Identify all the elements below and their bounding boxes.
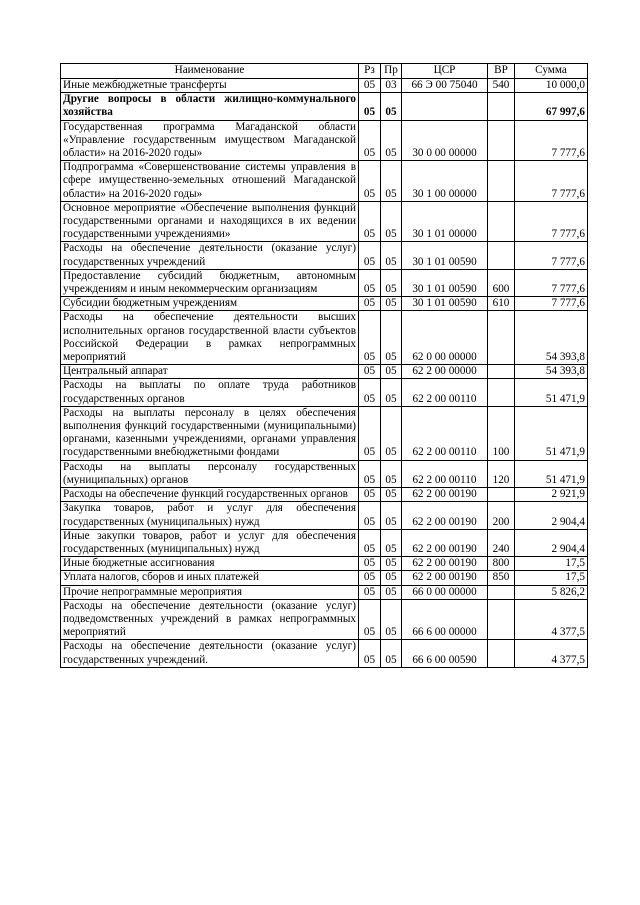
row-pr: 05 <box>381 120 402 161</box>
table-row <box>61 585 588 599</box>
row-pr: 05 <box>381 557 402 571</box>
row-pr: 05 <box>381 571 402 585</box>
table-row <box>61 242 588 269</box>
row-sum: 54 393,8 <box>515 311 588 365</box>
row-sum: 51 471,9 <box>515 460 588 487</box>
row-rz: 05 <box>359 557 381 571</box>
header-name: Наименование <box>61 64 359 79</box>
table-row <box>61 379 588 406</box>
row-vr: 240 <box>488 529 515 556</box>
row-name: Расходы на обеспечение деятельности (оказание услуг) подведомственных учреждений в рамках непрограммных мероприятий <box>61 599 359 640</box>
row-sum: 51 471,9 <box>515 406 588 460</box>
row-name: Прочие непрограммные мероприятия <box>61 585 359 599</box>
table-row <box>61 93 588 120</box>
table-row <box>61 201 588 242</box>
row-pr: 05 <box>381 269 402 296</box>
row-pr: 03 <box>381 79 402 93</box>
table-row <box>61 161 588 202</box>
row-csr: 62 2 00 00000 <box>402 365 488 379</box>
row-name: Иные закупки товаров, работ и услуг для обеспечения государственных (муниципальных) нужд <box>61 529 359 556</box>
row-sum: 10 000,0 <box>515 79 588 93</box>
header-rz: Рз <box>359 64 381 79</box>
table-row <box>61 311 588 365</box>
row-pr: 05 <box>381 93 402 120</box>
row-vr: 600 <box>488 269 515 296</box>
row-vr: 610 <box>488 297 515 311</box>
row-sum: 17,5 <box>515 557 588 571</box>
row-sum: 7 777,6 <box>515 297 588 311</box>
row-rz: 05 <box>359 161 381 202</box>
row-name: Расходы на выплаты персоналу в целях обеспечения выполнения функций государственными (муниципальными) органами, казенными учреждениями, органами управления государственными внебюджетными фондами <box>61 406 359 460</box>
row-name: Иные бюджетные ассигнования <box>61 557 359 571</box>
row-rz: 05 <box>359 269 381 296</box>
row-sum: 4 377,5 <box>515 640 588 667</box>
table-row <box>61 406 588 460</box>
row-rz: 05 <box>359 460 381 487</box>
row-rz: 05 <box>359 93 381 120</box>
row-sum: 4 377,5 <box>515 599 588 640</box>
table-row <box>61 460 588 487</box>
row-csr: 30 1 01 00590 <box>402 242 488 269</box>
row-name: Расходы на выплаты персоналу государственных (муниципальных) органов <box>61 460 359 487</box>
row-name: Предоставление субсидий бюджетным, автономным учреждениям и иным некоммерческим организациям <box>61 269 359 296</box>
row-name: Субсидии бюджетным учреждениям <box>61 297 359 311</box>
row-sum: 7 777,6 <box>515 242 588 269</box>
row-pr: 05 <box>381 242 402 269</box>
table-row <box>61 571 588 585</box>
table-body <box>61 79 588 668</box>
row-pr: 05 <box>381 311 402 365</box>
row-csr <box>402 93 488 120</box>
row-vr <box>488 599 515 640</box>
row-sum: 54 393,8 <box>515 365 588 379</box>
table-row <box>61 488 588 502</box>
table-header-row <box>61 64 588 79</box>
row-vr <box>488 93 515 120</box>
row-rz: 05 <box>359 571 381 585</box>
row-vr: 800 <box>488 557 515 571</box>
row-sum: 67 997,6 <box>515 93 588 120</box>
row-vr: 540 <box>488 79 515 93</box>
row-vr: 100 <box>488 406 515 460</box>
row-csr: 30 1 01 00000 <box>402 201 488 242</box>
row-vr <box>488 242 515 269</box>
row-name: Государственная программа Магаданской области «Управление государственным имуществом Магаданской области» на 2016-2020 годы» <box>61 120 359 161</box>
row-csr: 66 6 00 00000 <box>402 599 488 640</box>
row-vr <box>488 488 515 502</box>
row-csr: 30 1 00 00000 <box>402 161 488 202</box>
table-row <box>61 599 588 640</box>
row-sum: 2 904,4 <box>515 502 588 529</box>
row-pr: 05 <box>381 379 402 406</box>
table-row <box>61 529 588 556</box>
row-vr <box>488 161 515 202</box>
row-rz: 05 <box>359 599 381 640</box>
row-rz: 05 <box>359 120 381 161</box>
table-row <box>61 120 588 161</box>
row-name: Расходы на обеспечение деятельности (оказание услуг) государственных учреждений. <box>61 640 359 667</box>
row-sum: 2 904,4 <box>515 529 588 556</box>
row-sum: 51 471,9 <box>515 379 588 406</box>
row-pr: 05 <box>381 599 402 640</box>
row-pr: 05 <box>381 640 402 667</box>
row-csr: 62 2 00 00110 <box>402 379 488 406</box>
row-rz: 05 <box>359 311 381 365</box>
header-vr: ВР <box>488 64 515 79</box>
budget-table <box>60 63 588 668</box>
row-pr: 05 <box>381 502 402 529</box>
row-rz: 05 <box>359 529 381 556</box>
row-csr: 62 2 00 00190 <box>402 529 488 556</box>
row-csr: 66 0 00 00000 <box>402 585 488 599</box>
row-rz: 05 <box>359 297 381 311</box>
row-sum: 7 777,6 <box>515 161 588 202</box>
header-pr: Пр <box>381 64 402 79</box>
row-vr <box>488 120 515 161</box>
row-pr: 05 <box>381 460 402 487</box>
row-rz: 05 <box>359 242 381 269</box>
row-vr: 120 <box>488 460 515 487</box>
row-csr: 66 6 00 00590 <box>402 640 488 667</box>
row-vr <box>488 585 515 599</box>
row-rz: 05 <box>359 585 381 599</box>
row-pr: 05 <box>381 297 402 311</box>
row-name: Закупка товаров, работ и услуг для обеспечения государственных (муниципальных) нужд <box>61 502 359 529</box>
row-name: Уплата налогов, сборов и иных платежей <box>61 571 359 585</box>
row-name: Расходы на выплаты по оплате труда работников государственных органов <box>61 379 359 406</box>
row-csr: 62 2 00 00190 <box>402 488 488 502</box>
row-csr: 62 2 00 00190 <box>402 502 488 529</box>
row-csr: 66 Э 00 75040 <box>402 79 488 93</box>
row-vr <box>488 311 515 365</box>
row-name: Подпрограмма «Совершенствование системы управления в сфере имущественно-земельных отношений Магаданской области» на 2016-2020 годы» <box>61 161 359 202</box>
row-pr: 05 <box>381 585 402 599</box>
table-row <box>61 269 588 296</box>
row-name: Основное мероприятие «Обеспечение выполнения функций государственными органами и находящихся в их ведении государственными учреждениями» <box>61 201 359 242</box>
row-pr: 05 <box>381 529 402 556</box>
row-rz: 05 <box>359 502 381 529</box>
row-rz: 05 <box>359 640 381 667</box>
row-rz: 05 <box>359 365 381 379</box>
document-page <box>60 63 587 668</box>
row-vr: 850 <box>488 571 515 585</box>
row-vr <box>488 201 515 242</box>
row-rz: 05 <box>359 201 381 242</box>
row-vr <box>488 365 515 379</box>
row-csr: 62 2 00 00110 <box>402 460 488 487</box>
row-sum: 17,5 <box>515 571 588 585</box>
row-vr: 200 <box>488 502 515 529</box>
row-vr <box>488 379 515 406</box>
row-csr: 30 0 00 00000 <box>402 120 488 161</box>
table-row <box>61 502 588 529</box>
row-name: Расходы на обеспечение деятельности (оказание услуг) государственных учреждений <box>61 242 359 269</box>
row-csr: 62 2 00 00190 <box>402 571 488 585</box>
row-sum: 7 777,6 <box>515 269 588 296</box>
row-name: Центральный аппарат <box>61 365 359 379</box>
row-name: Расходы на обеспечение деятельности высших исполнительных органов государственной власти субъектов Российской Федерации в рамках непрограммных мероприятий <box>61 311 359 365</box>
row-csr: 62 2 00 00110 <box>402 406 488 460</box>
table-row <box>61 557 588 571</box>
table-row <box>61 297 588 311</box>
row-pr: 05 <box>381 406 402 460</box>
header-csr: ЦСР <box>402 64 488 79</box>
row-pr: 05 <box>381 161 402 202</box>
row-csr: 30 1 01 00590 <box>402 297 488 311</box>
row-name: Расходы на обеспечение функций государственных органов <box>61 488 359 502</box>
row-sum: 7 777,6 <box>515 201 588 242</box>
row-pr: 05 <box>381 201 402 242</box>
row-sum: 2 921,9 <box>515 488 588 502</box>
row-csr: 30 1 01 00590 <box>402 269 488 296</box>
row-vr <box>488 640 515 667</box>
row-name: Иные межбюджетные трансферты <box>61 79 359 93</box>
row-rz: 05 <box>359 406 381 460</box>
row-rz: 05 <box>359 379 381 406</box>
row-pr: 05 <box>381 365 402 379</box>
header-sum: Сумма <box>515 64 588 79</box>
row-sum: 7 777,6 <box>515 120 588 161</box>
table-row <box>61 365 588 379</box>
row-sum: 5 826,2 <box>515 585 588 599</box>
row-rz: 05 <box>359 488 381 502</box>
table-row <box>61 79 588 93</box>
row-csr: 62 0 00 00000 <box>402 311 488 365</box>
table-row <box>61 640 588 667</box>
row-rz: 05 <box>359 79 381 93</box>
row-csr: 62 2 00 00190 <box>402 557 488 571</box>
row-pr: 05 <box>381 488 402 502</box>
row-name: Другие вопросы в области жилищно-коммунального хозяйства <box>61 93 359 120</box>
